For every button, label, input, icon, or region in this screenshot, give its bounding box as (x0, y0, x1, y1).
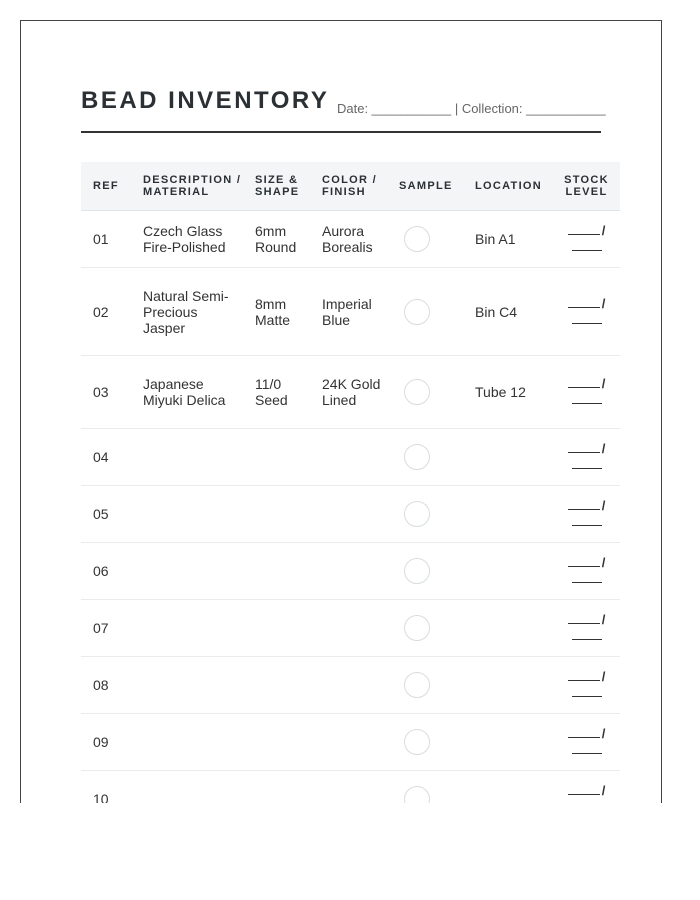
size-cell: 11/0 Seed (243, 356, 310, 429)
sample-cell (387, 486, 463, 543)
table-row (81, 429, 620, 486)
stock-current-blank (568, 612, 600, 624)
sample-circle (404, 558, 430, 584)
col-header-size: SIZE & SHAPE (243, 162, 310, 211)
sheet-header (81, 85, 606, 133)
sample-circle (404, 444, 430, 470)
stock-slash: / (601, 555, 606, 570)
location-cell: Bin A1 (463, 211, 553, 268)
sample-cell (387, 429, 463, 486)
description-cell (131, 657, 243, 714)
description-cell (131, 486, 243, 543)
table-row (81, 211, 620, 268)
stock-target-blank (572, 392, 602, 404)
location-cell (463, 657, 553, 714)
table-row (81, 356, 620, 429)
table-row (81, 657, 620, 714)
ref-cell: 01 (81, 211, 131, 268)
stock-level-cell (553, 268, 620, 356)
description-cell (131, 429, 243, 486)
description-cell: Japanese Miyuki Delica (131, 356, 243, 429)
stock-slash: / (601, 441, 606, 456)
color-cell (310, 600, 387, 657)
sample-circle (404, 299, 430, 325)
sample-circle (404, 501, 430, 527)
stock-current-blank (568, 296, 600, 308)
inventory-sheet (20, 20, 662, 803)
description-cell: Natural Semi-Precious Jasper (131, 268, 243, 356)
color-cell (310, 657, 387, 714)
stock-slash: / (601, 726, 606, 741)
table-row (81, 714, 620, 771)
color-cell (310, 429, 387, 486)
ref-cell: 10 (81, 771, 131, 804)
color-cell (310, 714, 387, 771)
location-cell (463, 429, 553, 486)
location-cell: Bin C4 (463, 268, 553, 356)
description-cell (131, 543, 243, 600)
table-header-row (81, 162, 620, 211)
sample-circle (404, 226, 430, 252)
sample-cell (387, 356, 463, 429)
sample-cell (387, 268, 463, 356)
size-cell (243, 486, 310, 543)
color-cell (310, 771, 387, 804)
color-cell (310, 486, 387, 543)
ref-cell: 09 (81, 714, 131, 771)
size-cell (243, 657, 310, 714)
stock-level-cell (553, 600, 620, 657)
size-cell: 8mm Matte (243, 268, 310, 356)
size-cell (243, 714, 310, 771)
stock-level-cell (553, 486, 620, 543)
size-cell (243, 771, 310, 804)
location-cell: Tube 12 (463, 356, 553, 429)
sample-cell (387, 600, 463, 657)
stock-target-blank (572, 239, 602, 251)
size-cell: 6mm Round (243, 211, 310, 268)
description-cell (131, 771, 243, 804)
sample-cell (387, 211, 463, 268)
stock-level-cell (553, 543, 620, 600)
sample-circle (404, 729, 430, 755)
stock-current-blank (568, 441, 600, 453)
size-cell (243, 543, 310, 600)
location-cell (463, 714, 553, 771)
col-header-sample: SAMPLE (387, 162, 463, 211)
table-row (81, 600, 620, 657)
description-cell (131, 600, 243, 657)
sample-circle (404, 672, 430, 698)
col-header-description: DESCRIPTION / MATERIAL (131, 162, 243, 211)
ref-cell: 06 (81, 543, 131, 600)
stock-level-cell (553, 771, 620, 804)
table-row (81, 543, 620, 600)
stock-target-blank (572, 742, 602, 754)
stock-target-blank (572, 312, 602, 324)
ref-cell: 02 (81, 268, 131, 356)
color-cell (310, 543, 387, 600)
sample-circle (404, 379, 430, 405)
location-cell (463, 600, 553, 657)
size-cell (243, 429, 310, 486)
stock-level-cell (553, 714, 620, 771)
stock-slash: / (601, 669, 606, 684)
stock-slash: / (601, 223, 606, 238)
description-cell: Czech Glass Fire-Polished (131, 211, 243, 268)
location-cell (463, 486, 553, 543)
color-cell: Imperial Blue (310, 268, 387, 356)
table-row (81, 486, 620, 543)
ref-cell: 04 (81, 429, 131, 486)
sample-cell (387, 657, 463, 714)
sample-circle (404, 615, 430, 641)
table-row (81, 771, 620, 804)
date-collection-fields: Date: ___________ | Collection: ___________ (337, 101, 606, 116)
stock-level-cell (553, 356, 620, 429)
ref-cell: 07 (81, 600, 131, 657)
color-cell: 24K Gold Lined (310, 356, 387, 429)
sample-cell (387, 714, 463, 771)
page-title: BEAD INVENTORY (81, 87, 330, 114)
col-header-color: COLOR / FINISH (310, 162, 387, 211)
stock-current-blank (568, 669, 600, 681)
stock-target-blank (572, 628, 602, 640)
stock-target-blank (572, 799, 602, 803)
stock-slash: / (601, 376, 606, 391)
stock-current-blank (568, 726, 600, 738)
ref-cell: 03 (81, 356, 131, 429)
sample-cell (387, 543, 463, 600)
location-cell (463, 771, 553, 804)
sample-cell (387, 771, 463, 804)
sample-circle (404, 786, 430, 803)
ref-cell: 08 (81, 657, 131, 714)
stock-current-blank (568, 555, 600, 567)
col-header-ref: REF (81, 162, 131, 211)
stock-current-blank (568, 223, 600, 235)
description-cell (131, 714, 243, 771)
stock-current-blank (568, 498, 600, 510)
color-cell: Aurora Borealis (310, 211, 387, 268)
stock-slash: / (601, 612, 606, 627)
stock-current-blank (568, 376, 600, 388)
col-header-stock: STOCK LEVEL (553, 162, 620, 211)
stock-slash: / (601, 783, 606, 798)
stock-target-blank (572, 457, 602, 469)
location-cell (463, 543, 553, 600)
ref-cell: 05 (81, 486, 131, 543)
stock-target-blank (572, 514, 602, 526)
inventory-table (81, 162, 620, 803)
stock-slash: / (601, 295, 606, 311)
table-row (81, 268, 620, 356)
stock-level-cell (553, 211, 620, 268)
size-cell (243, 600, 310, 657)
stock-slash: / (601, 498, 606, 513)
stock-level-cell (553, 657, 620, 714)
col-header-location: LOCATION (463, 162, 553, 211)
stock-target-blank (572, 571, 602, 583)
stock-current-blank (568, 783, 600, 795)
stock-target-blank (572, 685, 602, 697)
stock-level-cell (553, 429, 620, 486)
